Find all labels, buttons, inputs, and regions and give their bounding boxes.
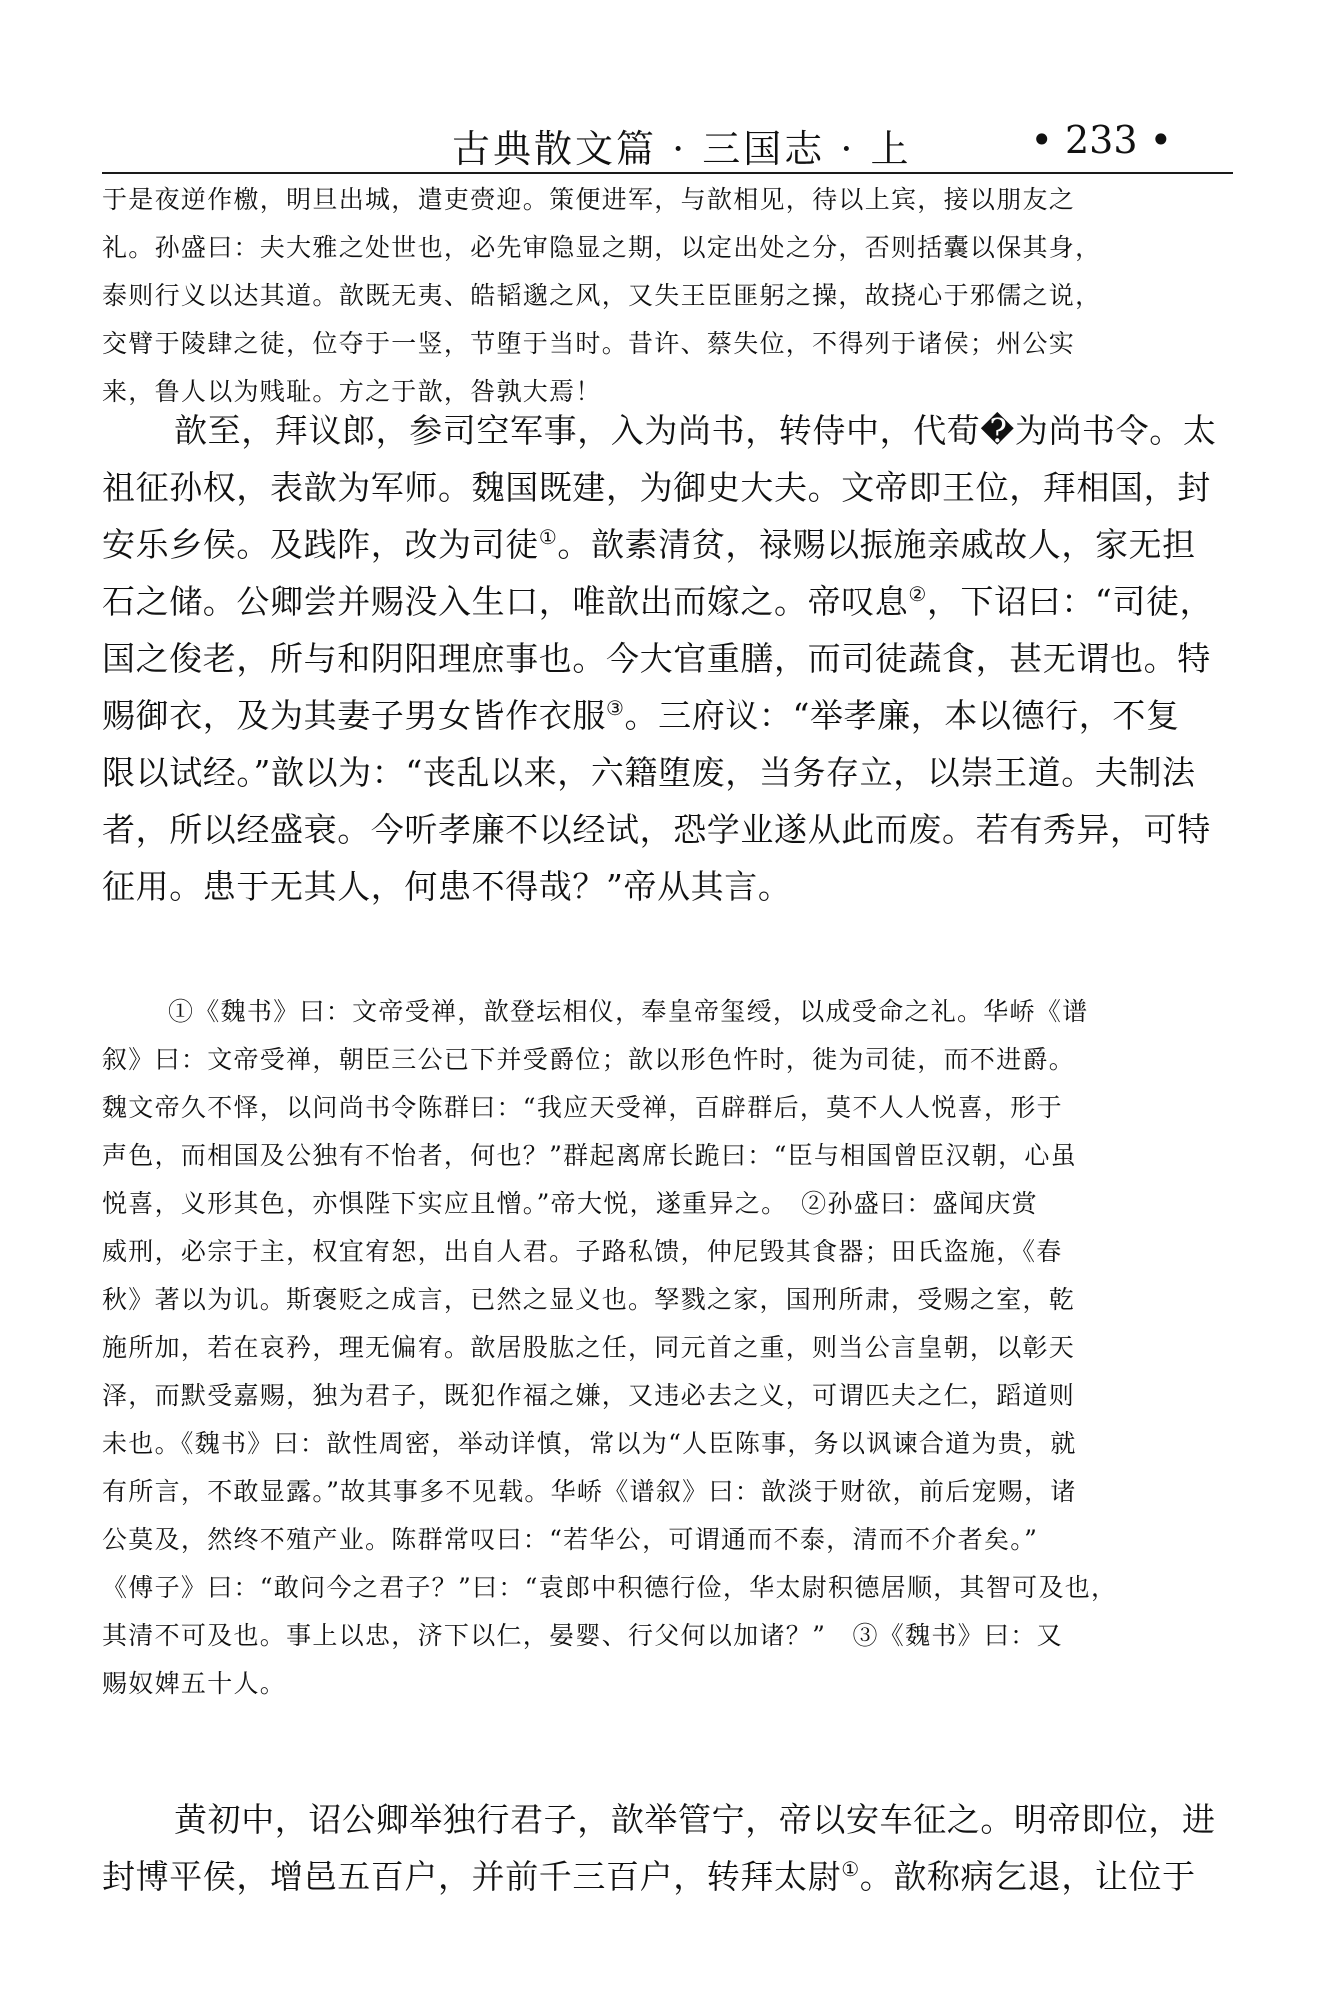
- note-line: 于是夜逆作檄，明旦出城，遣吏赍迎。策便进军，与歆相见，待以上宾，接以朋友之: [102, 185, 1076, 214]
- footnote-marker: ①: [538, 525, 558, 549]
- note-line: 其清不可及也。事上以忠，济下以仁，晏婴、行父何以加诸？” ③《魏书》曰：又: [102, 1621, 1063, 1650]
- note-line: 礼。孙盛曰：夫大雅之处世也，必先审隐显之期，以定出处之分，否则括囊以保其身，: [102, 233, 1102, 262]
- note-line: 施所加，若在哀矜，理无偏宥。歆居股肱之任，同元首之重，则当公言皇朝，以彰天: [102, 1333, 1076, 1362]
- main-paragraph-2: [102, 1791, 1233, 1905]
- main-paragraph-1: [102, 402, 1233, 915]
- text-line: 者，所以经盛衰。今听孝廉不以经试，恐学业遂从此而废。若有秀异，可特: [102, 810, 1211, 849]
- note-line: 叙》曰：文帝受禅，朝臣三公已下并受爵位；歆以形色忤时，徙为司徒，而不进爵。: [102, 1045, 1076, 1074]
- note-line: 泽，而默受嘉赐，独为君子，既犯作福之嫌，又违必去之义，可谓匹夫之仁，蹈道则: [102, 1381, 1076, 1410]
- running-header: [102, 104, 1232, 172]
- annotation-block-1: [102, 176, 1233, 416]
- note-line: 公莫及，然终不殖产业。陈群常叹曰：“若华公，可谓通而不泰，清而不介者矣。”: [102, 1525, 1039, 1554]
- note-line: ①《魏书》曰：文帝受禅，歆登坛相仪，奉皇帝玺绶，以成受命之礼。华峤《谱: [168, 997, 1089, 1026]
- note-line: 悦喜，义形其色，亦惧陛下实应且憎。”帝大悦，遂重异之。 ②孙盛曰：盛闻庆赏: [102, 1189, 1038, 1218]
- text-line: 歆至，拜议郎，参司空军事，入为尚书，转侍中，代荀�为尚书令。太: [174, 411, 1217, 450]
- header-rule: [102, 172, 1233, 174]
- note-line: 有所言，不敢显露。”故其事多不见载。华峤《谱叙》曰：歆淡于财欲，前后宠赐，诸: [102, 1477, 1077, 1506]
- text-line: 赐御衣，及为其妻子男女皆作衣服③。三府议：“举孝廉，本以德行，不复: [102, 696, 1180, 735]
- note-line: 泰则行义以达其道。歆既无夷、皓韬邈之风，又失王臣匪躬之操，故挠心于邪儒之说，: [102, 281, 1102, 310]
- note-line: 赐奴婢五十人。: [102, 1669, 287, 1698]
- note-line: 威刑，必宗于主，权宜宥恕，出自人君。子路私馈，仲尼毁其食器；田氏盗施，《春: [102, 1237, 1063, 1266]
- footnote-marker: ①: [841, 1857, 860, 1881]
- note-line: 未也。《魏书》曰：歆性周密，举动详慎，常以为“人臣陈事，务以讽谏合道为贵，就: [102, 1429, 1077, 1458]
- note-line: 声色，而相国及公独有不怡者，何也？”群起离席长跪曰：“臣与相国曾臣汉朝，心虽: [102, 1141, 1077, 1170]
- footnote-marker: ②: [908, 582, 927, 606]
- footnote-marker: ③: [606, 696, 625, 720]
- annotation-block-2: [102, 988, 1233, 1708]
- text-line: 安乐乡侯。及践阼，改为司徒①。歆素清贫，禄赐以振施亲戚故人，家无担: [102, 525, 1196, 564]
- note-line: 秋》著以为讥。斯褒贬之成言，已然之显义也。孥戮之家，国刑所肃，受赐之室，乾: [102, 1285, 1076, 1314]
- note-line: 《傅子》曰：“敢问今之君子？”曰：“袁郎中积德行俭，华太尉积德居顺，其智可及也，: [102, 1573, 1118, 1602]
- running-title: 古典散文篇 · 三国志 · 上: [452, 127, 912, 171]
- text-line: 封博平侯，增邑五百户，并前千三百户，转拜太尉①。歆称病乞退，让位于: [102, 1857, 1196, 1896]
- text-line: 石之储。公卿尝并赐没入生口，唯歆出而嫁之。帝叹息②，下诏曰：“司徒，: [102, 582, 1214, 621]
- text-line: 限以试经。”歆以为：“丧乱以来，六籍堕废，当务存立，以崇王道。夫制法: [102, 753, 1196, 792]
- note-line: 交臂于陵肆之徒，位夺于一竖，节堕于当时。昔许、蔡失位，不得列于诸侯；州公实: [102, 329, 1076, 358]
- note-line: 来，鲁人以为贱耻。方之于歆，咎孰大焉！: [102, 377, 602, 406]
- text-line: 国之俊老，所与和阴阳理庶事也。今大官重膳，而司徒蔬食，甚无谓也。特: [102, 639, 1211, 678]
- text-line: 祖征孙权，表歆为军师。魏国既建，为御史大夫。文帝即王位，拜相国，封: [102, 468, 1211, 507]
- page-number: • 233 •: [1030, 118, 1172, 162]
- text-line: 黄初中，诏公卿举独行君子，歆举管宁，帝以安车征之。明帝即位，进: [174, 1800, 1216, 1839]
- text-line: 征用。患于无其人，何患不得哉？”帝从其言。: [102, 867, 792, 906]
- note-line: 魏文帝久不怿，以问尚书令陈群曰：“我应天受禅，百辟群后，莫不人人悦喜，形于: [102, 1093, 1063, 1122]
